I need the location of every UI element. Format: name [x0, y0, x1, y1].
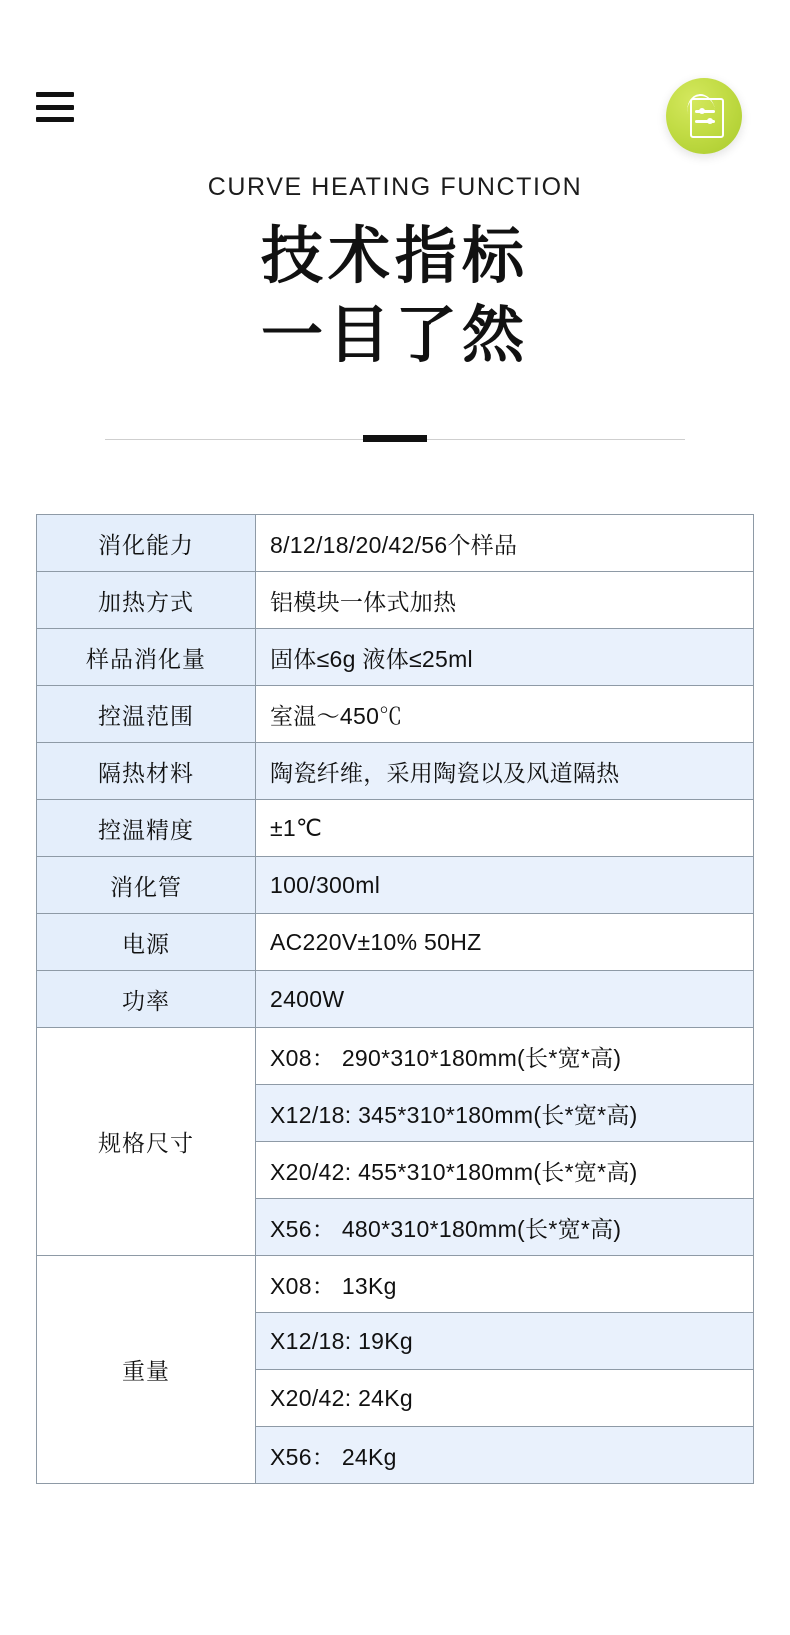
title-block — [0, 173, 790, 372]
spec-value: X56： 480*310*180mm(长*宽*高) — [256, 1199, 754, 1256]
spec-value: 固体≤6g 液体≤25ml — [256, 629, 754, 686]
page-title — [0, 220, 790, 372]
section-divider — [105, 432, 685, 446]
spec-table — [36, 514, 754, 1484]
divider-accent — [363, 435, 427, 442]
spec-value: X08： 290*310*180mm(长*宽*高) — [256, 1028, 754, 1085]
logo-glyph — [684, 94, 724, 138]
table-row — [37, 743, 754, 800]
brand-logo-icon[interactable] — [666, 78, 742, 154]
hamburger-menu-icon[interactable] — [36, 92, 74, 122]
spec-label: 消化管 — [37, 857, 256, 914]
spec-label: 控温精度 — [37, 800, 256, 857]
spec-label: 电源 — [37, 914, 256, 971]
spec-value: X56： 24Kg — [256, 1427, 754, 1484]
spec-label: 功率 — [37, 971, 256, 1028]
logo-line — [695, 110, 715, 113]
table-row — [37, 686, 754, 743]
table-row — [37, 515, 754, 572]
spec-table-container — [36, 514, 754, 1484]
hamburger-bar — [36, 92, 74, 97]
spec-value: X08： 13Kg — [256, 1256, 754, 1313]
spec-label: 隔热材料 — [37, 743, 256, 800]
page-header — [0, 0, 790, 165]
table-row — [37, 1256, 754, 1313]
hamburger-bar — [36, 117, 74, 122]
spec-value: X12/18: 19Kg — [256, 1313, 754, 1370]
eyebrow-text: CURVE HEATING FUNCTION — [207, 173, 583, 201]
table-row — [37, 914, 754, 971]
logo-dot — [707, 118, 713, 124]
spec-value: X20/42: 24Kg — [256, 1370, 754, 1427]
table-row — [37, 629, 754, 686]
spec-value: 室温～450℃ — [256, 686, 754, 743]
spec-value: X20/42: 455*310*180mm(长*宽*高) — [256, 1142, 754, 1199]
table-row — [37, 971, 754, 1028]
spec-value: 陶瓷纤维，采用陶瓷以及风道隔热 — [256, 743, 754, 800]
spec-value: ±1℃ — [256, 800, 754, 857]
table-row — [37, 1028, 754, 1085]
spec-value: 100/300ml — [256, 857, 754, 914]
headline-line-2: 一目了然 — [260, 301, 529, 371]
spec-label: 消化能力 — [37, 515, 256, 572]
table-row — [37, 800, 754, 857]
spec-value: 铝模块一体式加热 — [256, 572, 754, 629]
spec-value: AC220V±10% 50HZ — [256, 914, 754, 971]
spec-label: 样品消化量 — [37, 629, 256, 686]
spec-label: 重量 — [37, 1256, 256, 1484]
spec-value: X12/18: 345*310*180mm(长*宽*高) — [256, 1085, 754, 1142]
spec-label: 加热方式 — [37, 572, 256, 629]
spec-value: 2400W — [256, 971, 754, 1028]
logo-dot — [699, 108, 705, 114]
table-row — [37, 572, 754, 629]
spec-label: 控温范围 — [37, 686, 256, 743]
spec-value: 8/12/18/20/42/56个样品 — [256, 515, 754, 572]
spec-label: 规格尺寸 — [37, 1028, 256, 1256]
table-row — [37, 857, 754, 914]
headline-line-1: 技术指标 — [260, 222, 529, 291]
hamburger-bar — [36, 105, 74, 110]
